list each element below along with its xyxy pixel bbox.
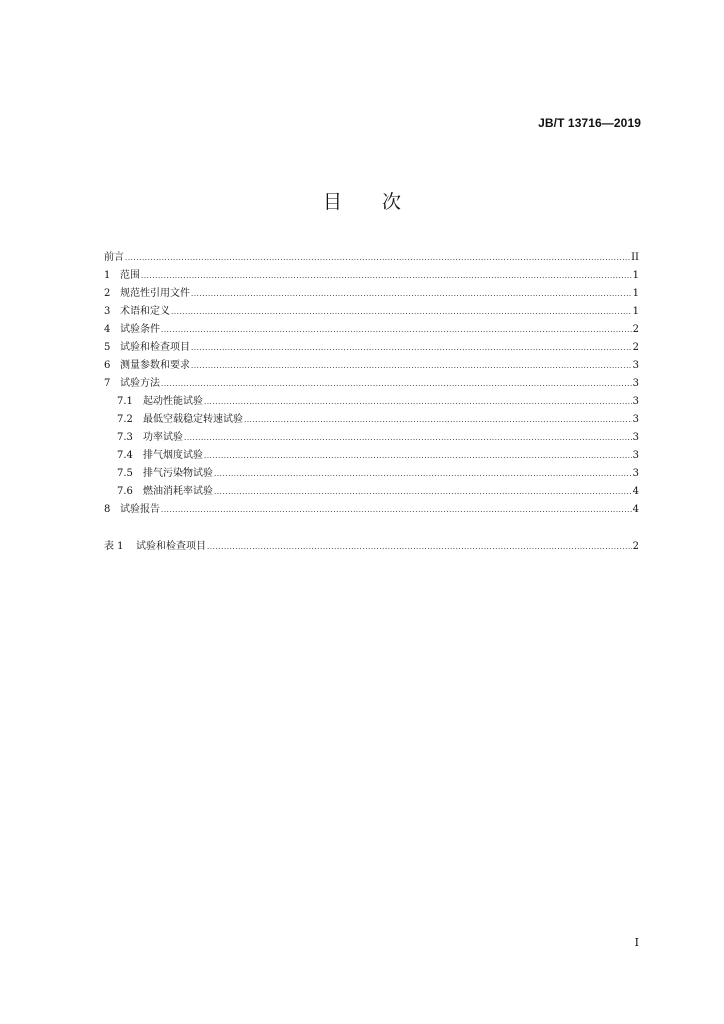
toc-entry-title: 试验和检查项目 xyxy=(120,342,190,353)
toc-entry-number: 7.1 xyxy=(117,396,133,407)
toc-entry-title: 燃油消耗率试验 xyxy=(143,486,213,497)
toc-leader-dots xyxy=(204,447,632,465)
toc-entry-7-1[interactable] xyxy=(104,393,639,411)
toc-entry-number: 6 xyxy=(104,360,111,371)
toc-entry-7-4[interactable] xyxy=(104,447,639,465)
page-number: I xyxy=(634,936,639,949)
toc-entry-title: 起动性能试验 xyxy=(143,396,203,407)
toc-entry-page: 4 xyxy=(632,486,639,497)
toc-entry-page: 3 xyxy=(632,360,639,371)
toc-entry-page: 3 xyxy=(632,378,639,389)
toc-entry-title: 试验条件 xyxy=(120,324,160,335)
toc-entry-2[interactable] xyxy=(104,285,639,303)
toc-entry-title: 前言 xyxy=(104,252,124,263)
toc-entry-7-3[interactable] xyxy=(104,429,639,447)
toc-leader-dots xyxy=(244,411,632,429)
toc-leader-dots xyxy=(141,267,632,285)
toc-leader-dots xyxy=(207,538,632,556)
toc-entry-title: 试验报告 xyxy=(120,504,160,515)
toc-entry-table-1[interactable] xyxy=(104,538,639,556)
toc-leader-dots xyxy=(214,483,632,501)
toc-entry-page: 2 xyxy=(632,342,639,353)
toc-spacer xyxy=(104,519,639,538)
toc-entry-8[interactable] xyxy=(104,501,639,519)
toc-entry-number: 7.3 xyxy=(117,432,133,443)
toc-entry-7-5[interactable] xyxy=(104,465,639,483)
toc-entry-number: 7.6 xyxy=(117,486,133,497)
toc-leader-dots xyxy=(191,357,632,375)
toc-entry-number: 3 xyxy=(104,306,111,317)
toc-entry-title: 试验和检查项目 xyxy=(136,541,206,552)
toc-entry-page: 1 xyxy=(632,288,639,299)
toc-entry-5[interactable] xyxy=(104,339,639,357)
toc-entry-number: 4 xyxy=(104,324,111,335)
toc-leader-dots xyxy=(204,393,632,411)
toc-entry-1[interactable] xyxy=(104,267,639,285)
toc-leader-dots xyxy=(161,375,632,393)
toc-leader-dots xyxy=(125,249,630,267)
toc-entry-title: 测量参数和要求 xyxy=(120,360,190,371)
toc-entry-3[interactable] xyxy=(104,303,639,321)
toc-leader-dots xyxy=(191,339,632,357)
toc-entry-7-6[interactable] xyxy=(104,483,639,501)
toc-leader-dots xyxy=(171,303,632,321)
toc-entry-6[interactable] xyxy=(104,357,639,375)
toc-entry-number: 8 xyxy=(104,504,111,515)
toc-leader-dots xyxy=(184,429,632,447)
toc-entry-number: 7.4 xyxy=(117,450,133,461)
toc-entry-7-2[interactable] xyxy=(104,411,639,429)
toc-entry-title: 术语和定义 xyxy=(120,306,170,317)
toc-entry-title: 试验方法 xyxy=(120,378,160,389)
toc-entry-title: 排气烟度试验 xyxy=(143,450,203,461)
standard-code: JB/T 13716—2019 xyxy=(538,116,641,130)
toc-entry-foreword[interactable] xyxy=(104,249,639,267)
toc-entry-title: 范围 xyxy=(120,270,140,281)
toc-entry-number: 7.5 xyxy=(117,468,133,479)
toc-entry-page: 3 xyxy=(632,396,639,407)
toc-leader-dots xyxy=(191,285,632,303)
toc-entry-page: 4 xyxy=(632,504,639,515)
toc-entry-page: 3 xyxy=(632,450,639,461)
toc-entry-title: 最低空载稳定转速试验 xyxy=(143,414,243,425)
toc-entry-page: 3 xyxy=(632,432,639,443)
toc-leader-dots xyxy=(214,465,632,483)
toc-heading-char-1: 目 xyxy=(322,191,342,213)
toc-heading xyxy=(0,187,724,214)
toc-leader-dots xyxy=(161,501,632,519)
table-of-contents xyxy=(104,249,639,556)
toc-entry-4[interactable] xyxy=(104,321,639,339)
toc-entry-number: 表 1 xyxy=(104,541,124,552)
toc-entry-page: 1 xyxy=(632,270,639,281)
toc-entry-number: 7.2 xyxy=(117,414,133,425)
toc-entry-title: 排气污染物试验 xyxy=(143,468,213,479)
toc-entry-number: 2 xyxy=(104,288,111,299)
toc-entry-7[interactable] xyxy=(104,375,639,393)
toc-entry-page: 1 xyxy=(632,306,639,317)
toc-entry-number: 1 xyxy=(104,270,111,281)
toc-entry-page: 3 xyxy=(632,468,639,479)
toc-entry-number: 7 xyxy=(104,378,111,389)
toc-entry-page: 2 xyxy=(632,541,639,552)
toc-entry-page: 3 xyxy=(632,414,639,425)
toc-entry-title: 功率试验 xyxy=(143,432,183,443)
toc-entry-page: II xyxy=(631,252,639,263)
toc-entry-title: 规范性引用文件 xyxy=(120,288,190,299)
toc-heading-char-2: 次 xyxy=(382,191,402,213)
toc-entry-number: 5 xyxy=(104,342,111,353)
toc-leader-dots xyxy=(161,321,632,339)
toc-entry-page: 2 xyxy=(632,324,639,335)
